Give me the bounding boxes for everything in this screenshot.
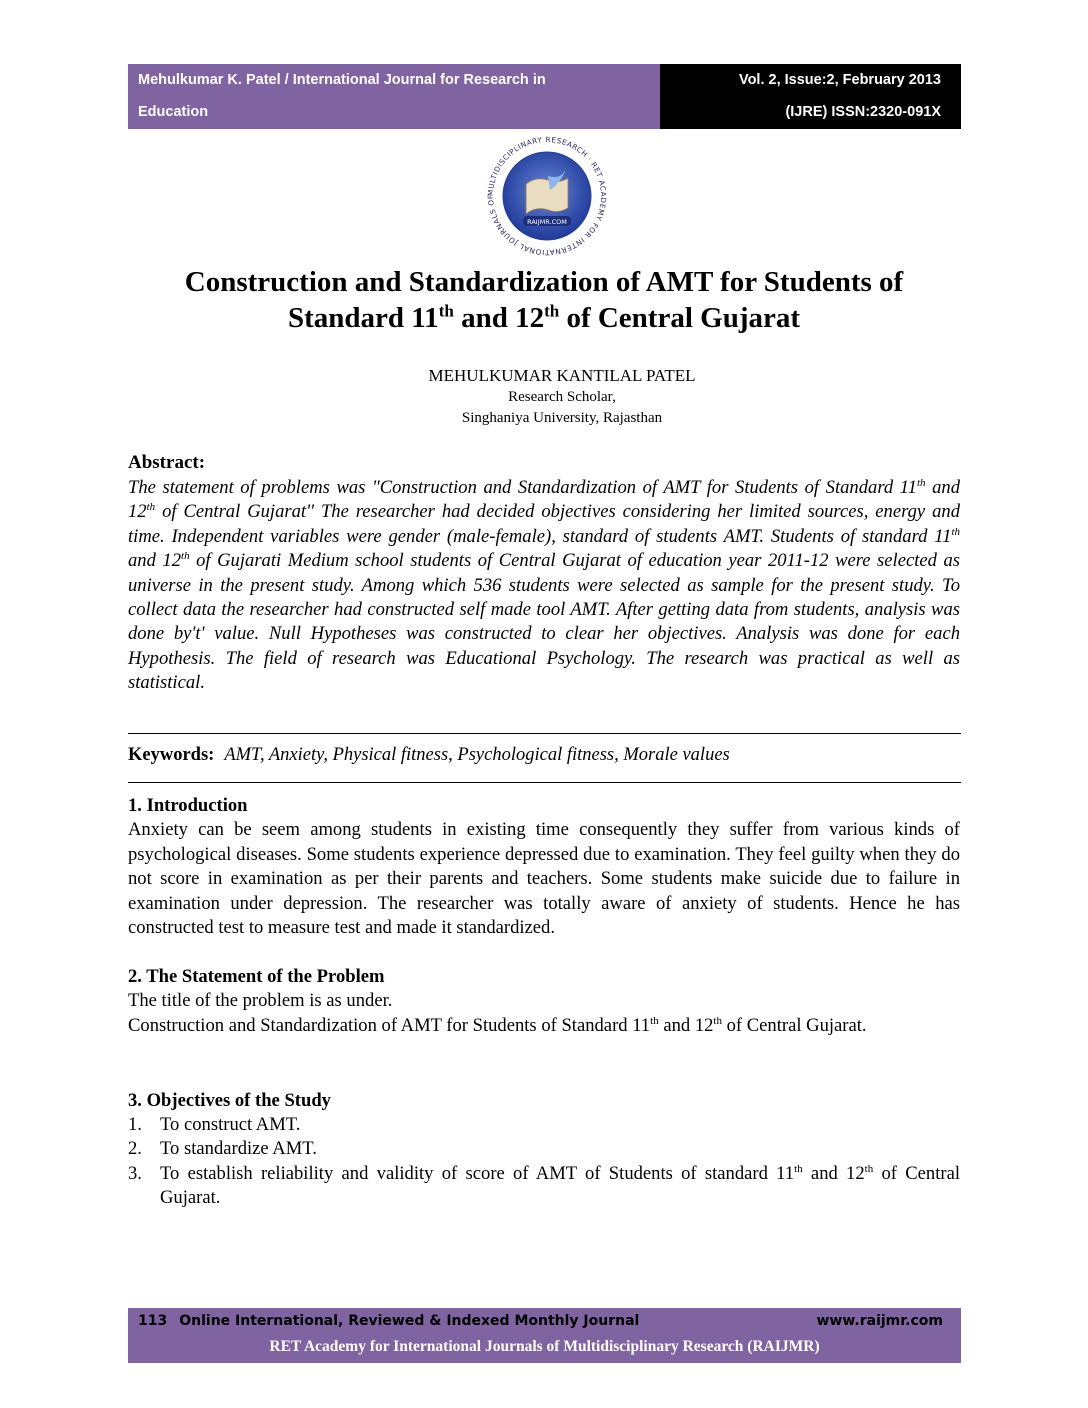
objective-text — [160, 1162, 960, 1211]
keywords-label: Keywords: — [128, 745, 215, 765]
header-right-block — [660, 64, 961, 129]
abstract-text: and 12 — [128, 550, 182, 572]
problem-superscript: th — [650, 1014, 659, 1027]
footer-academy: RET Academy for International Journals of Multidisciplinary Research (RAIJMR) — [269, 1338, 820, 1355]
abstract-superscript: th — [181, 550, 190, 563]
problem-line-1: The title of the problem is as under. — [128, 990, 393, 1012]
objective-superscript: th — [794, 1162, 803, 1175]
abstract-superscript: th — [146, 501, 156, 514]
objective-text: To construct AMT. — [160, 1114, 301, 1135]
problem-text: Construction and Standardization of AMT for Students of Standard 11 — [128, 1014, 651, 1036]
header-journal-field: Education — [138, 104, 209, 120]
problem-superscript: th — [713, 1014, 722, 1027]
logo-ring-text: MULTIDISCIPLINARY RESEARCH · RET ACADEMY FOR INTERNATIONAL JOURNALS OF — [485, 136, 609, 256]
abstract-text: of Central Gujarat'' The researcher had decided objectives considering her limited sources, energy and time. Independent variables were gender (male-female), standard of students AMT. Students of standard 11 — [128, 501, 960, 547]
page-number: 113 — [138, 1313, 168, 1329]
paper-title — [128, 264, 960, 336]
logo-center-text: RAIJMR.COM — [527, 218, 567, 226]
abstract-text: and 12 — [128, 477, 960, 523]
abstract-superscript: th — [951, 525, 960, 538]
abstract-text: of Gujarati Medium school students of Central Gujarat of education year 2011-12 were selected as universe in the present study. Among which 536 students were selected as sample for the present study. To collect data the researcher had constructed self made tool AMT. After getting data from students, analysis was done by't' value. Null Hypotheses was constructed to clear her objectives. Analysis was done for each Hypothesis. The field of research was Educational Psychology. The research was practical as well as statistical. — [128, 550, 961, 694]
title-superscript: th — [438, 301, 454, 321]
header-issn: (IJRE) ISSN:2320-091X — [785, 104, 941, 120]
objective-text-part: and 12 — [802, 1163, 865, 1184]
abstract-heading: Abstract: — [128, 452, 206, 473]
author-role: Research Scholar, — [508, 389, 616, 405]
section-introduction — [128, 794, 960, 940]
abstract-text: The statement of problems was "Construction and Standardization of AMT for Students of Standard 11 — [128, 477, 917, 498]
header-author-journal: Mehulkumar K. Patel / International Journal for Research in — [138, 72, 546, 88]
problem-text: of Central Gujarat. — [721, 1014, 867, 1036]
objective-text-part: To establish reliability and validity of score of AMT of Students of standard 11 — [160, 1163, 795, 1184]
problem-title — [128, 1014, 960, 1038]
abstract-body — [128, 476, 960, 696]
title-text: of Central Gujarat — [559, 302, 801, 334]
objective-superscript: th — [864, 1162, 874, 1175]
abstract-superscript: th — [916, 476, 926, 489]
keywords-value: AMT, Anxiety, Physical fitness, Psychological fitness, Morale values — [224, 745, 730, 765]
objective-text-part: of Central Gujarat. — [160, 1163, 960, 1209]
journal-footer — [128, 1308, 961, 1363]
footer-row — [138, 1313, 943, 1329]
author-affiliation: Singhaniya University, Rajasthan — [461, 410, 663, 426]
title-line-2 — [128, 300, 960, 336]
keywords — [128, 745, 730, 766]
title-text: and 12 — [453, 302, 545, 334]
footer-url: www.raijmr.com — [816, 1313, 943, 1329]
objective-item — [128, 1162, 960, 1211]
title-superscript: th — [544, 301, 560, 321]
raijmr-logo — [478, 136, 616, 256]
title-text: Standard 11 — [287, 302, 439, 334]
objective-text: To standardize AMT. — [160, 1138, 317, 1159]
objective-item — [128, 1137, 960, 1161]
header-left-block — [128, 64, 660, 129]
footer-journal: Online International, Reviewed & Indexed Monthly Journal — [179, 1313, 640, 1329]
objective-item — [128, 1113, 960, 1137]
journal-header — [128, 64, 961, 129]
objective-number: 3. — [128, 1163, 142, 1184]
objective-number: 1. — [128, 1114, 142, 1135]
problem-text: and 12 — [658, 1014, 714, 1036]
author-block — [128, 364, 996, 429]
header-volume: Vol. 2, Issue:2, February 2013 — [738, 72, 941, 88]
divider-top — [128, 733, 961, 734]
footer-left — [138, 1313, 651, 1329]
intro-body: Anxiety can be seem among students in existing time consequently they suffer from various kinds of psychological diseases. Some students experience depressed due to examination. They feel guilty when they do not score in examination as per their parents and teachers. Some students make suicide due to failure in examination under depression. The researcher was totally aware of anxiety of students. Hence he has constructed test to measure test and made it standardized. — [128, 819, 960, 939]
problem-heading: 2. The Statement of the Problem — [128, 966, 385, 987]
objectives-heading: 3. Objectives of the Study — [128, 1090, 331, 1111]
objectives-heading-wrap — [128, 1089, 960, 1113]
intro-heading: 1. Introduction — [128, 795, 248, 816]
divider-bottom — [128, 782, 961, 783]
title-line-1: Construction and Standardization of AMT for Students of — [184, 266, 904, 298]
author-name: MEHULKUMAR KANTILAL PATEL — [428, 366, 696, 385]
section-problem — [128, 965, 960, 1038]
objective-number: 2. — [128, 1138, 142, 1159]
